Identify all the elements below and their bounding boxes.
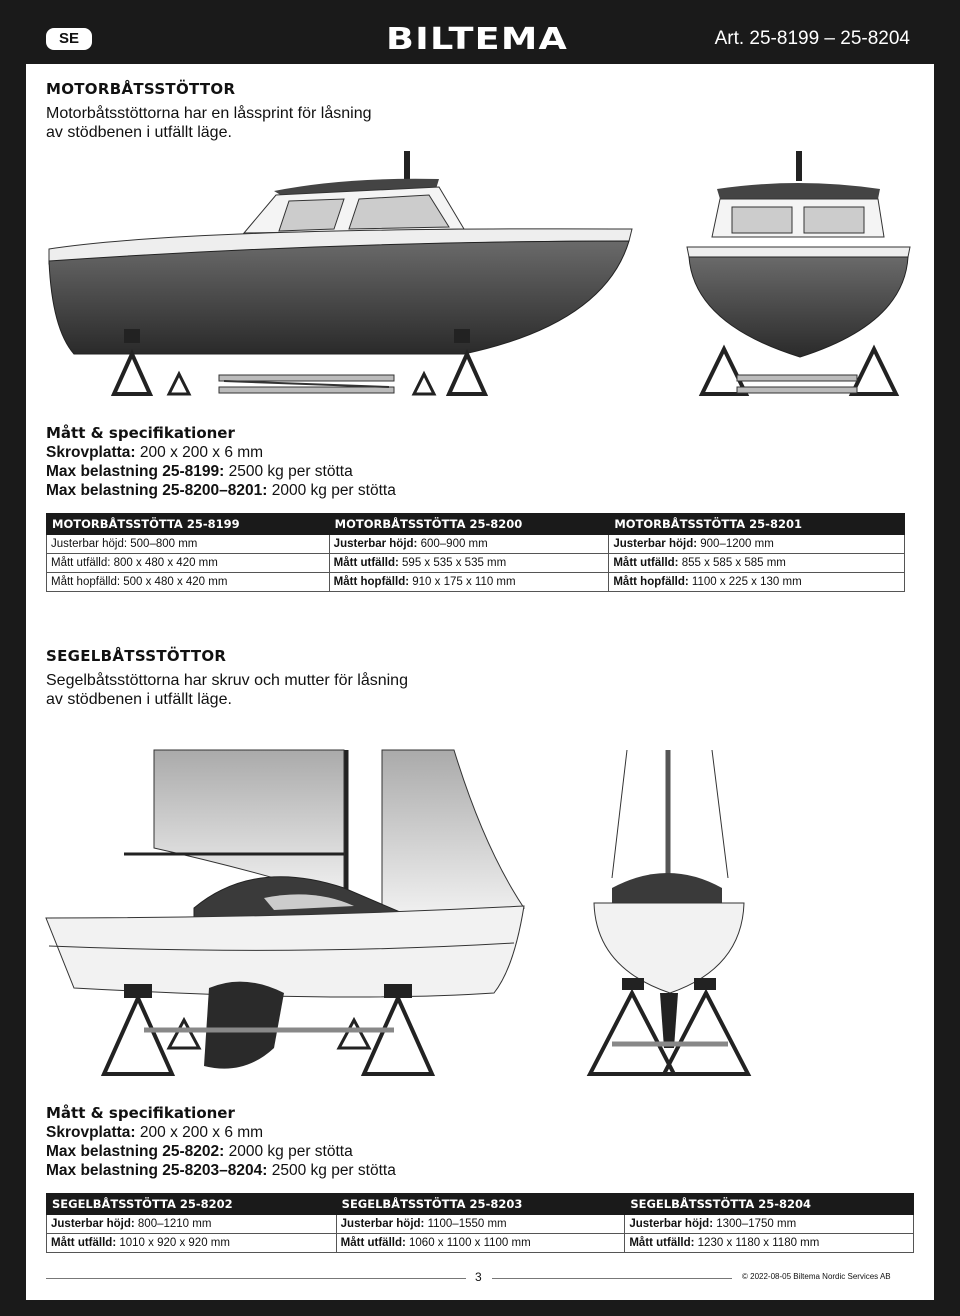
table-header: SEGELBÅTSSTÖTTA 25-8204 — [625, 1194, 914, 1215]
table-header: MOTORBÅTSSTÖTTA 25-8201 — [609, 514, 905, 535]
footer-divider-right — [492, 1278, 732, 1279]
language-badge: SE — [46, 28, 92, 50]
table-row — [47, 554, 905, 573]
motorboat-front-illustration — [682, 149, 914, 399]
motor-spec-line: Skrovplatta: 200 x 200 x 6 mm — [46, 444, 264, 461]
motor-spec-block — [46, 424, 396, 500]
table-cell: Mått utfälld: 855 x 585 x 585 mm — [609, 554, 905, 573]
sailboat-side-illustration — [44, 748, 526, 1076]
sail-section-title: SEGELBÅTSSTÖTTOR — [46, 647, 227, 665]
table-row — [47, 573, 905, 592]
table-row — [47, 1234, 914, 1253]
table-cell: Mått utfälld: 1010 x 920 x 920 mm — [47, 1234, 337, 1253]
table-header: MOTORBÅTSSTÖTTA 25-8199 — [47, 514, 330, 535]
sail-desc-line1: Segelbåtsstöttorna har skruv och mutter för låsning — [46, 672, 408, 689]
motor-spec-line: Max belastning 25-8199: 2500 kg per stötta — [46, 463, 353, 480]
article-number: Art. 25-8199 – 25-8204 — [714, 28, 910, 49]
motor-desc-line2: av stödbenen i utfällt läge. — [46, 124, 232, 141]
table-header: SEGELBÅTSSTÖTTA 25-8202 — [47, 1194, 337, 1215]
table-cell: Justerbar höjd: 600–900 mm — [329, 535, 609, 554]
sail-desc-line2: av stödbenen i utfällt läge. — [46, 691, 232, 708]
sail-spec-line: Max belastning 25-8202: 2000 kg per stötta — [46, 1143, 353, 1160]
sail-spec-block — [46, 1104, 396, 1180]
table-cell: Mått utfälld: 1060 x 1100 x 1100 mm — [336, 1234, 625, 1253]
motorboat-side-illustration — [44, 149, 644, 399]
table-header-row — [47, 1194, 914, 1215]
page-number: 3 — [475, 1270, 482, 1284]
table-cell: Mått utfälld: 800 x 480 x 420 mm — [47, 554, 330, 573]
table-header: MOTORBÅTSSTÖTTA 25-8200 — [329, 514, 609, 535]
manual-page — [26, 64, 934, 1300]
sail-spec-title: Mått & specifikationer — [46, 1104, 235, 1122]
table-row — [47, 535, 905, 554]
motor-spec-title: Mått & specifikationer — [46, 424, 235, 442]
table-cell: Mått hopfälld: 500 x 480 x 420 mm — [47, 573, 330, 592]
footer-divider-left — [46, 1278, 466, 1279]
table-cell: Justerbar höjd: 900–1200 mm — [609, 535, 905, 554]
motor-spec-table — [46, 513, 905, 592]
sail-spec-line: Max belastning 25-8203–8204: 2500 kg per stötta — [46, 1162, 396, 1179]
table-cell: Mått utfälld: 1230 x 1180 x 1180 mm — [625, 1234, 914, 1253]
biltema-logo: BILTEMA — [386, 22, 569, 57]
motor-section-title: MOTORBÅTSSTÖTTOR — [46, 80, 236, 98]
table-cell: Mått hopfälld: 910 x 175 x 110 mm — [329, 573, 609, 592]
table-cell: Justerbar höjd: 1300–1750 mm — [625, 1215, 914, 1234]
sail-spec-line: Skrovplatta: 200 x 200 x 6 mm — [46, 1124, 264, 1141]
motor-desc-line1: Motorbåtsstöttorna har en låssprint för låsning — [46, 105, 372, 122]
table-row — [47, 1215, 914, 1234]
sailboat-front-illustration — [582, 748, 762, 1076]
copyright-notice: © 2022-08-05 Biltema Nordic Services AB — [742, 1272, 891, 1281]
table-cell: Mått hopfälld: 1100 x 225 x 130 mm — [609, 573, 905, 592]
table-header: SEGELBÅTSSTÖTTA 25-8203 — [336, 1194, 625, 1215]
motor-spec-line: Max belastning 25-8200–8201: 2000 kg per stötta — [46, 482, 396, 499]
table-cell: Mått utfälld: 595 x 535 x 535 mm — [329, 554, 609, 573]
table-cell: Justerbar höjd: 1100–1550 mm — [336, 1215, 625, 1234]
sail-spec-table — [46, 1193, 914, 1253]
table-cell: Justerbar höjd: 800–1210 mm — [47, 1215, 337, 1234]
table-header-row — [47, 514, 905, 535]
table-cell: Justerbar höjd: 500–800 mm — [47, 535, 330, 554]
